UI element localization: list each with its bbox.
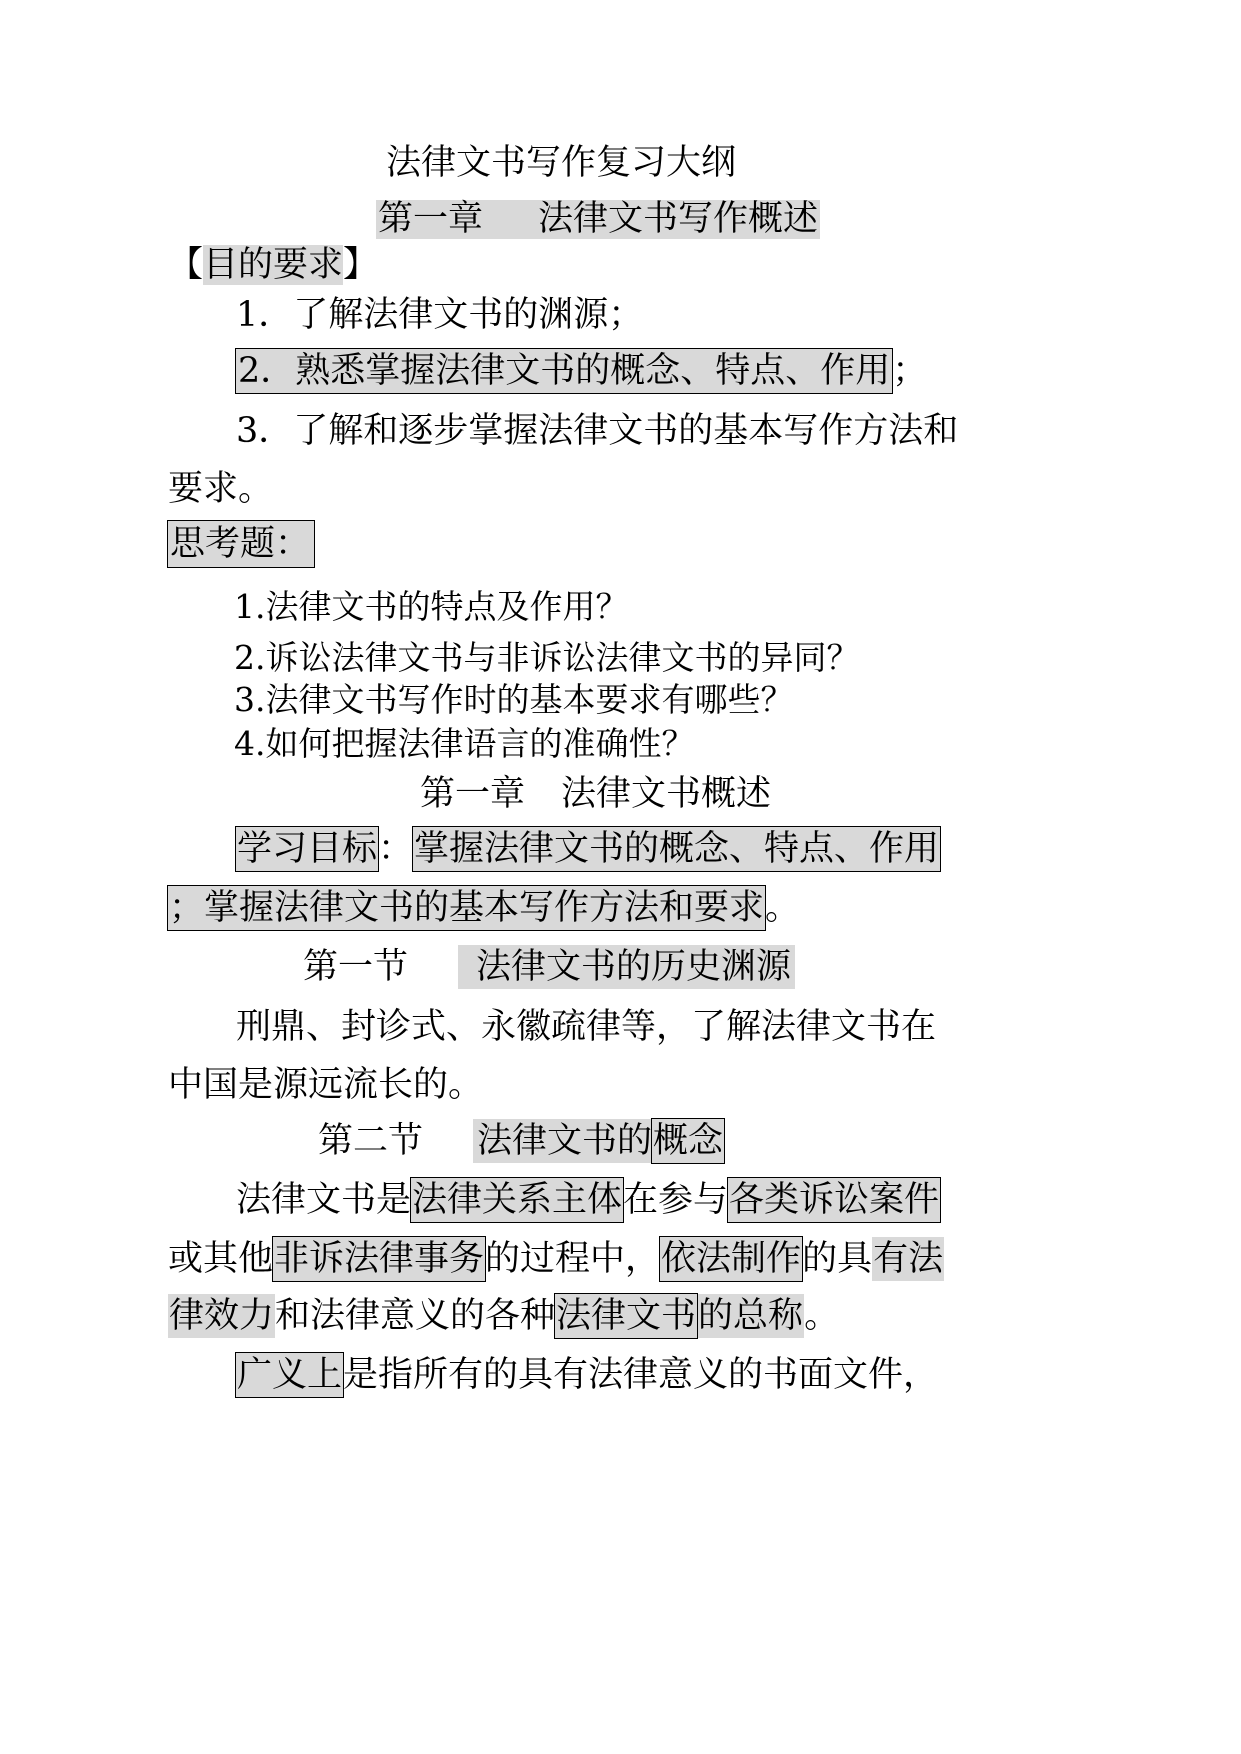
definition-line xyxy=(168,1239,944,1279)
paragraph-line: 中国是源远流长的。 xyxy=(168,1065,484,1105)
text-run: 是指所有的具有法律意义的书面文件， xyxy=(343,1355,939,1395)
broad-line xyxy=(236,1355,939,1395)
goal-item: 3．了解和逐步掌握法律文书的基本写作方法和 xyxy=(236,411,959,451)
text-run: 的过程中， xyxy=(485,1239,661,1279)
objective-line xyxy=(236,829,940,869)
question-item: 4.如何把握法律语言的准确性？ xyxy=(234,724,695,763)
questions-heading-label: 思考题： xyxy=(168,521,314,567)
term-boxed: 法律文书 xyxy=(556,1296,697,1336)
text-run: 在参与 xyxy=(623,1180,729,1220)
objective-text-cont: ；掌握法律文书的基本写作方法和要求 xyxy=(169,888,765,928)
objective-text: 掌握法律文书的概念、特点、作用 xyxy=(414,829,940,869)
text-run: 。 xyxy=(804,1296,840,1336)
section-heading xyxy=(303,947,795,987)
goal-item-continuation: 要求。 xyxy=(168,469,274,509)
objective-line xyxy=(168,888,801,928)
goal-item-tail: ； xyxy=(892,351,928,391)
term-boxed: 法律关系主体 xyxy=(412,1180,623,1220)
section-name-boxed: 概念 xyxy=(653,1121,724,1161)
chapter-sub-label: 第一章 xyxy=(420,774,526,814)
document-title: 法律文书写作复习大纲 xyxy=(386,143,737,183)
text-run: 或其他 xyxy=(168,1239,274,1279)
definition-line xyxy=(236,1180,940,1220)
chapter-label: 第一章 xyxy=(378,199,484,239)
chapter-subheading xyxy=(420,774,772,814)
objective-end: 。 xyxy=(765,888,801,928)
term-highlight: 律效力 xyxy=(169,1296,275,1336)
chapter-heading xyxy=(376,200,820,239)
question-item: 2.诉讼法律文书与非诉讼法律文书的异同？ xyxy=(234,638,860,677)
goals-heading xyxy=(168,245,379,285)
questions-heading xyxy=(168,524,314,564)
question-item: 3.法律文书写作时的基本要求有哪些？ xyxy=(234,680,794,719)
term-boxed: 非诉法律事务 xyxy=(274,1239,485,1279)
objective-colon: ： xyxy=(378,829,414,869)
term-boxed: 广义上 xyxy=(237,1355,343,1395)
text-run: 法律文书是 xyxy=(236,1180,412,1220)
goal-item xyxy=(236,351,928,391)
question-item: 1.法律文书的特点及作用？ xyxy=(234,587,629,626)
section-name: 法律文书的历史渊源 xyxy=(458,945,795,989)
section-label: 第二节 xyxy=(318,1121,424,1161)
text-run: 和法律意义的各种 xyxy=(275,1296,556,1336)
goal-item-boxed: 2．熟悉掌握法律文书的概念、特点、作用 xyxy=(238,351,891,391)
chapter-name: 法律文书写作概述 xyxy=(538,199,819,239)
goal-item: 1．了解法律文书的渊源； xyxy=(236,295,644,335)
bracket-close: 】 xyxy=(343,245,379,285)
term-highlight: 有法 xyxy=(873,1239,944,1279)
term-highlight: 的总称 xyxy=(698,1296,804,1336)
goals-heading-label: 目的要求 xyxy=(203,245,344,285)
chapter-sub-name: 法律文书概述 xyxy=(561,774,772,814)
bracket-open: 【 xyxy=(168,245,204,285)
definition-line xyxy=(168,1296,840,1336)
section-name: 法律文书的 xyxy=(473,1119,652,1163)
objective-label: 学习目标 xyxy=(237,829,378,869)
section-label: 第一节 xyxy=(303,947,409,987)
text-run: 的具 xyxy=(802,1239,873,1279)
term-boxed: 各类诉讼案件 xyxy=(729,1180,940,1220)
paragraph-line: 刑鼎、封诊式、永徽疏律等，了解法律文书在 xyxy=(236,1007,937,1047)
term-boxed: 依法制作 xyxy=(661,1239,802,1279)
section-heading xyxy=(318,1121,724,1161)
